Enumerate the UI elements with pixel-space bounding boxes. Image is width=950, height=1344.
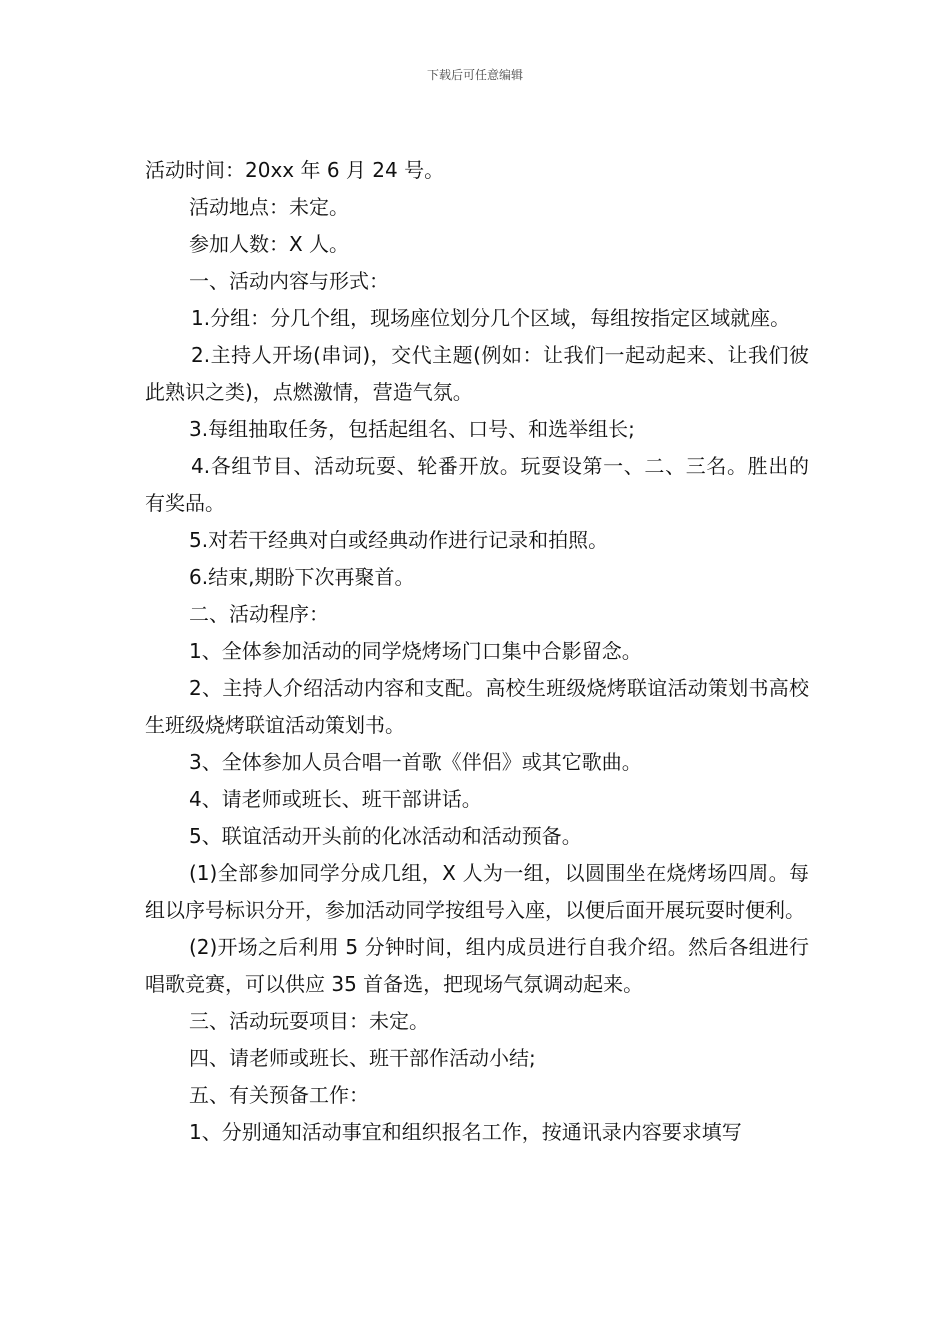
section-heading-summary: 四、请老师或班长、班干部作活动小结; <box>189 1046 536 1070</box>
section-heading-preparation: 五、有关预备工作： <box>189 1083 369 1107</box>
paragraph-activity-location: 活动地点：未定。 <box>189 195 349 219</box>
paragraph-item: 5.对若干经典对白或经典动作进行记录和拍照。 <box>189 528 609 552</box>
paragraph-item: 1、分别通知活动事宜和组织报名工作，按通讯录内容要求填写 <box>189 1120 742 1144</box>
section-heading-content-form: 一、活动内容与形式： <box>189 269 389 293</box>
paragraph-item: 6.结束,期盼下次再聚首。 <box>189 565 415 589</box>
paragraph-activity-time: 活动时间：20xx 年 6 月 24 号。 <box>145 158 445 182</box>
page-header: 下载后可任意编辑 <box>426 68 523 82</box>
paragraph-item: 4.各组节目、活动玩耍、轮番开放。玩耍设第一、二、三名。胜出的有奖品。 <box>145 454 809 515</box>
paragraph-item: 3、全体参加人员合唱一首歌《伴侣》或其它歌曲。 <box>189 750 642 774</box>
paragraph-item: 2.主持人开场(串词)，交代主题(例如：让我们一起动起来、让我们彼此熟识之类)，点燃激情，营造气氛。 <box>145 343 809 404</box>
paragraph-item: 1、全体参加活动的同学烧烤场门口集中合影留念。 <box>189 639 642 663</box>
document-body <box>145 152 809 1151</box>
section-heading-procedure: 二、活动程序： <box>189 602 329 626</box>
paragraph-item: (2)开场之后利用 5 分钟时间，组内成员进行自我介绍。然后各组进行唱歌竞赛，可以供应 35 首备选，把现场气氛调动起来。 <box>145 935 809 996</box>
paragraph-item: 5、联谊活动开头前的化冰活动和活动预备。 <box>189 824 582 848</box>
paragraph-item: 1.分组：分几个组，现场座位划分几个区域，每组按指定区域就座。 <box>191 306 791 330</box>
paragraph-item: 4、请老师或班长、班干部讲话。 <box>189 787 482 811</box>
paragraph-participant-count: 参加人数：X 人。 <box>189 232 350 256</box>
section-heading-games: 三、活动玩耍项目：未定。 <box>189 1009 429 1033</box>
paragraph-item: (1)全部参加同学分成几组，X 人为一组，以圆围坐在烧烤场四周。每组以序号标识分开，参加活动同学按组号入座，以便后面开展玩耍时便利。 <box>145 861 809 922</box>
paragraph-item: 3.每组抽取任务，包括起组名、口号、和选举组长; <box>189 417 635 441</box>
paragraph-item: 2、主持人介绍活动内容和支配。高校生班级烧烤联谊活动策划书高校生班级烧烤联谊活动策划书。 <box>145 676 809 737</box>
